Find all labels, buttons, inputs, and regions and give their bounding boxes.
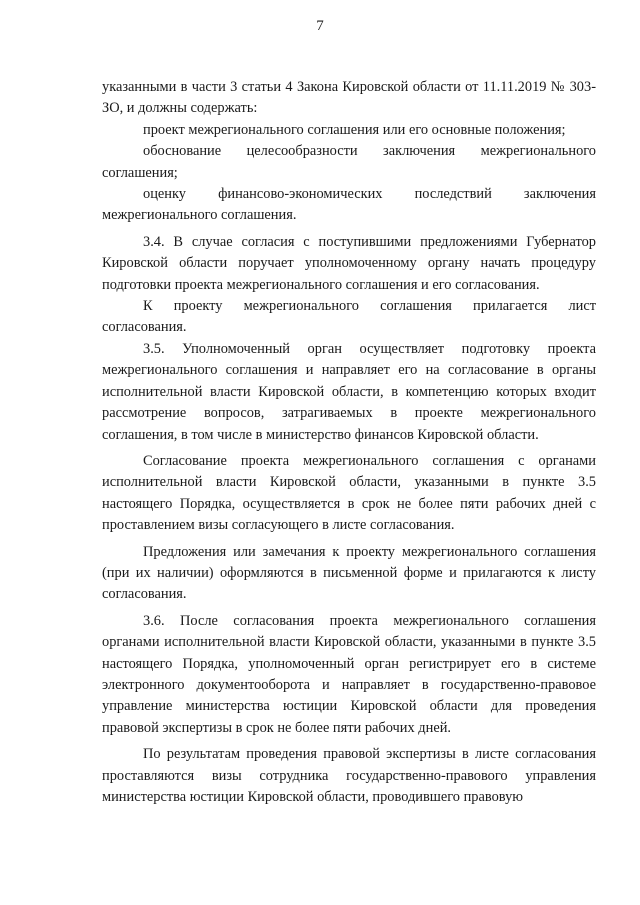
paragraph-approval-sheet: К проекту межрегионального соглашения прилагается лист согласования. [102,298,596,336]
clause-3-4: 3.4. В случае согласия с поступившими предложениями Губернатор Кировской области поручает уполномоченному органу начать процедуру подготовки проекта межрегионального соглашения и его согласования. [102,233,596,293]
paragraph-continuation: указанными в части 3 статьи 4 Закона Кировской области от 11.11.2019 № 303-ЗО, и должны содержать: [102,79,596,117]
paragraph-legal-review: По результатам проведения правовой экспертизы в листе согласования проставляются визы сотрудника государственно-правового управления министерства юстиции Кировской области, проводившего правовую [102,746,596,805]
list-item-assessment: оценку финансово-экономических последствий заключения межрегионального соглашения. [102,186,596,224]
page-number: 7 [316,18,324,34]
clause-3-5: 3.5. Уполномоченный орган осуществляет подготовку проекта межрегионального соглашения и направляет его на согласование в органы исполнительной власти Кировской области, в компетенцию которых входит рассмотрение вопросов, затрагиваемых в проекте межрегионального соглашения, в том числе в министерство финансов Кировской области. [102,340,596,443]
clause-3-6: 3.6. После согласования проекта межрегионального соглашения органами исполнительной власти Кировской области, указанными в пункте 3.5 настоящего Порядка, уполномоченный орган регистрирует его в системе электронного документооборота и направляет в государственно-правовое управление министерства юстиции Кировской области для проведения правовой экспертизы в срок не более пяти рабочих дней. [102,612,596,736]
paragraph-proposals: Предложения или замечания к проекту межрегионального соглашения (при их наличии) оформляются в письменной форме и прилагаются к листу согласования. [102,543,596,603]
list-item-draft: проект межрегионального соглашения или его основные положения; [143,121,566,138]
document-body [102,77,596,808]
list-item-justification: обоснование целесообразности заключения межрегионального соглашения; [102,143,596,181]
paragraph-approval-term: Согласование проекта межрегионального соглашения с органами исполнительной власти Кировской области, указанными в пункте 3.5 настоящего Порядка, осуществляется в срок не более пяти рабочих дней с проставлением визы согласующего в листе согласования. [102,452,596,534]
